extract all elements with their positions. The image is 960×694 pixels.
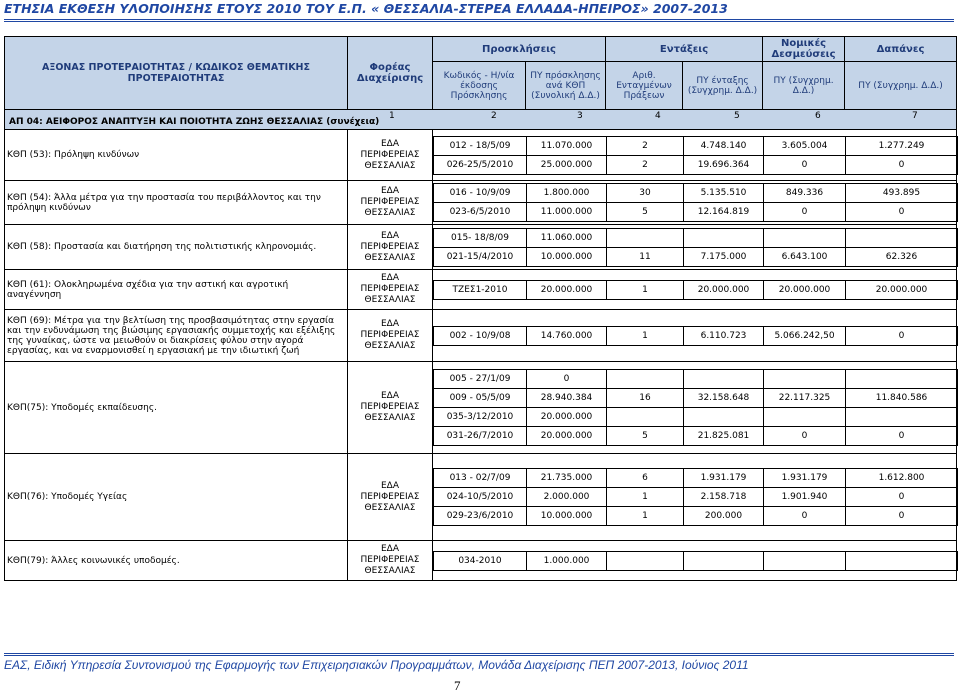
agency-line: ΠΕΡΙΦΕΡΕΙΑΣ bbox=[360, 330, 420, 340]
invitation-code: 002 - 10/9/08 bbox=[434, 326, 527, 345]
header-legal: Νομικές Δεσμεύσεις bbox=[763, 37, 845, 62]
invitation-budget: 20.000.000 bbox=[527, 427, 607, 446]
operations-count: 1 bbox=[607, 326, 684, 345]
table-row bbox=[5, 225, 957, 270]
invitation-budget: 1.800.000 bbox=[527, 184, 607, 203]
invitation-budget: 11.060.000 bbox=[527, 228, 607, 247]
agency-line: ΕΔΑ bbox=[381, 391, 399, 401]
column-number: 4 bbox=[655, 111, 661, 121]
managing-agency bbox=[348, 181, 433, 225]
thematic-priority-name: ΚΘΠ (58): Προστασία και διατήρηση της πολιτιστικής κληρονομιάς. bbox=[5, 225, 348, 270]
expenditure: 20.000.000 bbox=[846, 280, 958, 299]
agency-line: ΕΔΑ bbox=[381, 186, 399, 196]
header-py-expenses: ΠΥ (Συγχρημ. Δ.Δ.) bbox=[845, 62, 957, 110]
agency-line: ΠΕΡΙΦΕΡΕΙΑΣ bbox=[360, 284, 420, 294]
header-agency: Φορέας Διαχείρισης bbox=[348, 37, 433, 110]
inclusion-budget: 1.931.179 bbox=[684, 469, 764, 488]
header-axis: ΑΞΟΝΑΣ ΠΡΟΤΕΡΑΙΟΤΗΤΑΣ / ΚΩΔΙΚΟΣ ΘΕΜΑΤΙΚΗΣ ΠΡΟΤΕΡΑΙΟΤΗΤΑΣ bbox=[5, 37, 348, 110]
invitation-subtable bbox=[433, 280, 958, 300]
invitation-row bbox=[434, 326, 958, 345]
expenditure: 0 bbox=[846, 203, 958, 222]
implementation-table bbox=[4, 36, 957, 581]
invitation-code: 026-25/5/2010 bbox=[434, 155, 527, 174]
legal-commitment bbox=[764, 370, 846, 389]
legal-commitment: 22.117.325 bbox=[764, 389, 846, 408]
legal-commitment: 6.643.100 bbox=[764, 247, 846, 266]
invitation-row bbox=[434, 389, 958, 408]
legal-commitment bbox=[764, 408, 846, 427]
header-py-invite: ΠΥ πρόσκλησης ανά ΚΘΠ (Συνολική Δ.Δ.) bbox=[526, 62, 606, 110]
invitation-budget: 0 bbox=[527, 370, 607, 389]
managing-agency bbox=[348, 362, 433, 454]
expenditure: 493.895 bbox=[846, 184, 958, 203]
operations-count: 5 bbox=[607, 427, 684, 446]
table-row bbox=[5, 310, 957, 362]
operations-count: 2 bbox=[607, 155, 684, 174]
invitation-budget: 11.000.000 bbox=[527, 203, 607, 222]
invitation-budget: 20.000.000 bbox=[527, 280, 607, 299]
legal-commitment: 0 bbox=[764, 155, 846, 174]
table-row bbox=[5, 270, 957, 310]
managing-agency bbox=[348, 225, 433, 270]
agency-line: ΕΔΑ bbox=[381, 480, 399, 491]
inclusion-budget: 6.110.723 bbox=[684, 326, 764, 345]
expenditure bbox=[846, 551, 958, 570]
thematic-priority-name: ΚΘΠ(76): Υποδομές Υγείας bbox=[5, 454, 348, 541]
invitation-code: 029-23/6/2010 bbox=[434, 507, 527, 526]
invitation-row bbox=[434, 228, 958, 247]
managing-agency bbox=[348, 541, 433, 581]
operations-count bbox=[607, 551, 684, 570]
inclusion-budget: 2.158.718 bbox=[684, 488, 764, 507]
expenditure: 11.840.586 bbox=[846, 389, 958, 408]
priority-axis-label: ΑΠ 04: ΑΕΙΦΟΡΟΣ ΑΝΑΠΤΥΞΗ ΚΑΙ ΠΟΙΟΤΗΤΑ ΖΩΗΣ ΘΕΣΣΑΛΙΑΣ (συνέχεια) bbox=[9, 117, 380, 127]
inclusion-budget: 7.175.000 bbox=[684, 247, 764, 266]
operations-count: 1 bbox=[607, 507, 684, 526]
agency-line: ΘΕΣΣΑΛΙΑΣ bbox=[364, 252, 416, 263]
thematic-priority-name: ΚΘΠ (54): Άλλα μέτρα για την προστασία του περιβάλλοντος και την πρόληψη κινδύνων bbox=[5, 181, 348, 225]
invitation-row bbox=[434, 136, 958, 155]
column-number: 2 bbox=[491, 111, 497, 121]
footer-text: ΕΑΣ, Ειδική Υπηρεσία Συντονισμού της Εφαρμογής των Επιχειρησιακών Προγραμμάτων, Μονάδα Διαχείρισης ΠΕΠ 2007-2013, Ιούνιος 2011 bbox=[4, 658, 749, 672]
thematic-priority-name: ΚΘΠ (61): Ολοκληρωμένα σχέδια για την αστική και αγροτική αναγέννηση bbox=[5, 270, 348, 310]
invitation-code: 015- 18/8/09 bbox=[434, 228, 527, 247]
agency-line: ΠΕΡΙΦΕΡΕΙΑΣ bbox=[360, 491, 420, 502]
operations-count bbox=[607, 370, 684, 389]
column-number: 7 bbox=[912, 111, 918, 121]
expenditure bbox=[846, 228, 958, 247]
legal-commitment: 849.336 bbox=[764, 184, 846, 203]
invitation-subtable bbox=[433, 136, 958, 175]
legal-commitment: 0 bbox=[764, 203, 846, 222]
expenditure: 1.612.800 bbox=[846, 469, 958, 488]
invitation-subtable bbox=[433, 183, 958, 222]
managing-agency bbox=[348, 130, 433, 181]
header-inclusions: Εντάξεις bbox=[606, 37, 763, 62]
header-invitations: Προσκλήσεις bbox=[433, 37, 606, 62]
invitation-code: 012 - 18/5/09 bbox=[434, 136, 527, 155]
footer-rule bbox=[4, 653, 954, 654]
table-row bbox=[5, 130, 957, 181]
table-row bbox=[5, 362, 957, 454]
operations-count: 16 bbox=[607, 389, 684, 408]
table-row bbox=[5, 454, 957, 541]
thematic-priority-name: ΚΘΠ (53): Πρόληψη κινδύνων bbox=[5, 130, 348, 181]
expenditure: 0 bbox=[846, 427, 958, 446]
header-py-legal: ΠΥ (Συγχρημ. Δ.Δ.) bbox=[763, 62, 845, 110]
expenditure: 62.326 bbox=[846, 247, 958, 266]
operations-count: 30 bbox=[607, 184, 684, 203]
column-number: 6 bbox=[815, 111, 821, 121]
legal-commitment: 1.931.179 bbox=[764, 469, 846, 488]
operations-count: 5 bbox=[607, 203, 684, 222]
thematic-priority-name: ΚΘΠ(79): Άλλες κοινωνικές υποδομές. bbox=[5, 541, 348, 581]
invitation-row bbox=[434, 507, 958, 526]
agency-line: ΕΔΑ bbox=[381, 138, 399, 149]
operations-count bbox=[607, 408, 684, 427]
expenditure: 1.277.249 bbox=[846, 136, 958, 155]
managing-agency bbox=[348, 270, 433, 310]
agency-line: ΕΔΑ bbox=[381, 544, 399, 554]
invitation-budget: 1.000.000 bbox=[527, 551, 607, 570]
invitation-budget: 11.070.000 bbox=[527, 136, 607, 155]
operations-count: 6 bbox=[607, 469, 684, 488]
inclusion-budget: 4.748.140 bbox=[684, 136, 764, 155]
legal-commitment: 0 bbox=[764, 427, 846, 446]
priority-axis-row bbox=[5, 110, 957, 130]
operations-count: 1 bbox=[607, 488, 684, 507]
thematic-priority-name: ΚΘΠ (69): Μέτρα για την βελτίωση της προσβασιμότητας στην εργασία και την ενδυνάμωση της βιώσιμης εργασιακής συμμετοχής και εξέλιξης της γυναίκας, ώστε να μειωθούν οι διακρίσεις φύλου στην αγορά εργασίας, και να εναρμονισθεί η εργασιακή με την ιδιωτική ζωή bbox=[5, 310, 348, 362]
invitation-row bbox=[434, 551, 958, 570]
invitation-budget: 21.735.000 bbox=[527, 469, 607, 488]
legal-commitment bbox=[764, 551, 846, 570]
agency-line: ΠΕΡΙΦΕΡΕΙΑΣ bbox=[360, 149, 420, 160]
operations-count: 11 bbox=[607, 247, 684, 266]
invitation-row bbox=[434, 370, 958, 389]
invitation-code: 034-2010 bbox=[434, 551, 527, 570]
inclusion-budget: 32.158.648 bbox=[684, 389, 764, 408]
header-row-1 bbox=[5, 37, 957, 62]
operations-count: 1 bbox=[607, 280, 684, 299]
invitation-subtable bbox=[433, 228, 958, 267]
agency-line: ΘΕΣΣΑΛΙΑΣ bbox=[364, 502, 416, 513]
inclusion-budget: 21.825.081 bbox=[684, 427, 764, 446]
managing-agency bbox=[348, 310, 433, 362]
invitation-row bbox=[434, 247, 958, 266]
legal-commitment: 3.605.004 bbox=[764, 136, 846, 155]
column-number: 5 bbox=[734, 111, 740, 121]
header-code: Κωδικός - Η/νία έκδοσης Πρόσκλησης bbox=[433, 62, 526, 110]
invitation-row bbox=[434, 203, 958, 222]
invitation-row bbox=[434, 408, 958, 427]
document-header-title: ΕΤΗΣΙΑ ΕΚΘΕΣΗ ΥΛΟΠΟΙΗΣΗΣ ΕΤΟΥΣ 2010 ΤΟΥ Ε.Π. « ΘΕΣΣΑΛΙΑ-ΣΤΕΡΕΑ ΕΛΛΑΔΑ-ΗΠΕΙΡΟΣ» 2007-2013 bbox=[4, 1, 728, 16]
invitation-code: 021-15/4/2010 bbox=[434, 247, 527, 266]
agency-line: ΘΕΣΣΑΛΙΑΣ bbox=[364, 413, 416, 423]
legal-commitment: 20.000.000 bbox=[764, 280, 846, 299]
operations-count: 2 bbox=[607, 136, 684, 155]
invitation-subtable bbox=[433, 551, 958, 571]
invitation-budget: 10.000.000 bbox=[527, 507, 607, 526]
inclusion-budget bbox=[684, 408, 764, 427]
inclusion-budget bbox=[684, 551, 764, 570]
expenditure bbox=[846, 408, 958, 427]
agency-line: ΕΔΑ bbox=[381, 273, 399, 283]
header-rule bbox=[4, 19, 954, 20]
invitation-subtable bbox=[433, 326, 958, 346]
inclusion-budget: 5.135.510 bbox=[684, 184, 764, 203]
thematic-priority-name: ΚΘΠ(75): Υποδομές εκπαίδευσης. bbox=[5, 362, 348, 454]
agency-line: ΠΕΡΙΦΕΡΕΙΑΣ bbox=[360, 555, 420, 565]
invitation-code: 024-10/5/2010 bbox=[434, 488, 527, 507]
agency-line: ΘΕΣΣΑΛΙΑΣ bbox=[364, 295, 416, 305]
invitation-code: 031-26/7/2010 bbox=[434, 427, 527, 446]
expenditure: 0 bbox=[846, 488, 958, 507]
agency-line: ΠΕΡΙΦΕΡΕΙΑΣ bbox=[360, 241, 420, 252]
header-py-inclusion: ΠΥ ένταξης (Συγχρημ. Δ.Δ.) bbox=[683, 62, 763, 110]
inclusion-budget: 20.000.000 bbox=[684, 280, 764, 299]
invitation-row bbox=[434, 469, 958, 488]
invitation-code: 016 - 10/9/09 bbox=[434, 184, 527, 203]
agency-line: ΕΔΑ bbox=[381, 319, 399, 329]
agency-line: ΘΕΣΣΑΛΙΑΣ bbox=[364, 208, 416, 218]
table-row bbox=[5, 541, 957, 581]
expenditure: 0 bbox=[846, 507, 958, 526]
header-num-ops: Αριθ. Ενταγμένων Πράξεων bbox=[606, 62, 683, 110]
inclusion-budget: 19.696.364 bbox=[684, 155, 764, 174]
operations-count bbox=[607, 228, 684, 247]
invitation-row bbox=[434, 280, 958, 299]
expenditure: 0 bbox=[846, 326, 958, 345]
invitation-row bbox=[434, 155, 958, 174]
invitation-code: 005 - 27/1/09 bbox=[434, 370, 527, 389]
invitation-budget: 10.000.000 bbox=[527, 247, 607, 266]
inclusion-budget: 200.000 bbox=[684, 507, 764, 526]
invitation-budget: 28.940.384 bbox=[527, 389, 607, 408]
invitation-code: 023-6/5/2010 bbox=[434, 203, 527, 222]
footer-rule-2 bbox=[4, 655, 954, 656]
agency-line: ΘΕΣΣΑΛΙΑΣ bbox=[364, 566, 416, 576]
column-number: 3 bbox=[577, 111, 583, 121]
header-expenses: Δαπάνες bbox=[845, 37, 957, 62]
header-rule-2 bbox=[4, 21, 954, 22]
inclusion-budget bbox=[684, 370, 764, 389]
managing-agency bbox=[348, 454, 433, 541]
expenditure bbox=[846, 370, 958, 389]
expenditure: 0 bbox=[846, 155, 958, 174]
column-number: 1 bbox=[389, 111, 395, 121]
legal-commitment: 1.901.940 bbox=[764, 488, 846, 507]
agency-line: ΕΔΑ bbox=[381, 230, 399, 241]
agency-line: ΠΕΡΙΦΕΡΕΙΑΣ bbox=[360, 197, 420, 207]
invitation-row bbox=[434, 184, 958, 203]
invitation-budget: 2.000.000 bbox=[527, 488, 607, 507]
agency-line: ΠΕΡΙΦΕΡΕΙΑΣ bbox=[360, 402, 420, 412]
invitation-budget: 20.000.000 bbox=[527, 408, 607, 427]
legal-commitment bbox=[764, 228, 846, 247]
legal-commitment: 0 bbox=[764, 507, 846, 526]
page-number: 7 bbox=[454, 678, 461, 693]
invitation-code: ΤΖΕΣ1-2010 bbox=[434, 280, 527, 299]
agency-line: ΘΕΣΣΑΛΙΑΣ bbox=[364, 341, 416, 351]
invitation-subtable bbox=[433, 369, 958, 446]
invitation-row bbox=[434, 488, 958, 507]
legal-commitment: 5.066.242,50 bbox=[764, 326, 846, 345]
invitation-subtable bbox=[433, 468, 958, 526]
agency-line: ΘΕΣΣΑΛΙΑΣ bbox=[364, 160, 416, 171]
invitation-code: 009 - 05/5/09 bbox=[434, 389, 527, 408]
invitation-code: 013 - 02/7/09 bbox=[434, 469, 527, 488]
invitation-code: 035-3/12/2010 bbox=[434, 408, 527, 427]
inclusion-budget: 12.164.819 bbox=[684, 203, 764, 222]
invitation-budget: 14.760.000 bbox=[527, 326, 607, 345]
table-row bbox=[5, 181, 957, 225]
invitation-row bbox=[434, 427, 958, 446]
inclusion-budget bbox=[684, 228, 764, 247]
invitation-budget: 25.000.000 bbox=[527, 155, 607, 174]
